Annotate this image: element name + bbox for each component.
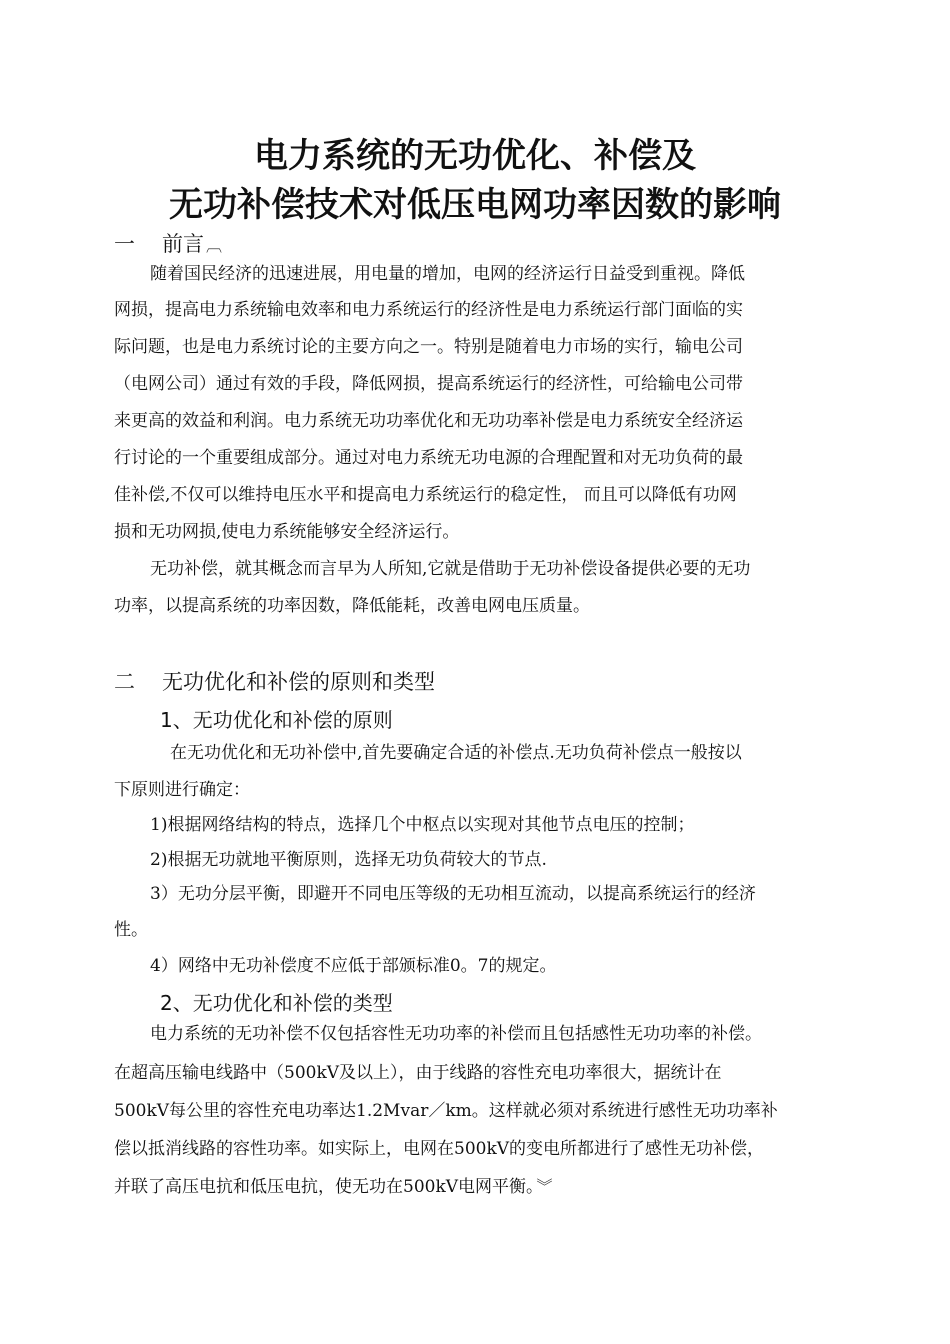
title-line-1: 电力系统的无功优化、补偿及 bbox=[254, 136, 696, 176]
sub2-p-line: 500kV每公里的容性充电功率达1.2Mvar／km。这样就必须对系统进行感性无功功率补 bbox=[114, 1101, 778, 1121]
sub1-list-item: 性。 bbox=[114, 920, 148, 940]
s1-p1-line: 随着国民经济的迅速进展，用电量的增加，电网的经济运行日益受到重视。降低 bbox=[150, 264, 745, 284]
s1-p1-line: （电网公司）通过有效的手段，降低网损，提高系统运行的经济性，可给输电公司带 bbox=[114, 374, 743, 394]
s1-p1-line: 行讨论的一个重要组成部分。通过对电力系统无功电源的合理配置和对无功负荷的最 bbox=[114, 448, 743, 468]
s1-p1-line: 网损，提高电力系统输电效率和电力系统运行的经济性是电力系统运行部门面临的实 bbox=[114, 300, 743, 320]
paragraph-end-mark: ︾ bbox=[536, 1177, 553, 1196]
s1-p1-line: 来更高的效益和利润。电力系统无功功率优化和无功功率补偿是电力系统安全经济运 bbox=[114, 411, 743, 431]
section-2-heading bbox=[114, 666, 435, 696]
sub1-intro-line: 下原则进行确定： bbox=[114, 780, 250, 800]
sub1-intro-line: 在无功优化和无功补偿中,首先要确定合适的补偿点.无功负荷补偿点一般按以 bbox=[170, 743, 742, 763]
sub1-list-item: 3）无功分层平衡，即避开不同电压等级的无功相互流动，以提高系统运行的经济 bbox=[150, 884, 756, 904]
s1-p1-line: 损和无功网损,使电力系统能够安全经济运行。 bbox=[114, 522, 460, 542]
subsection-2-heading: 2、无功优化和补偿的类型 bbox=[160, 991, 393, 1015]
sub1-list-item: 4）网络中无功补偿度不应低于部颁标准0。7的规定。 bbox=[150, 956, 557, 976]
section-1-mark: ︹ bbox=[206, 236, 223, 255]
section-1-number: 一 bbox=[114, 232, 135, 256]
title-line-2: 无功补偿技术对低压电网功率因数的影响 bbox=[169, 185, 781, 225]
section-2-number: 二 bbox=[114, 670, 135, 694]
sub2-p-line: 偿以抵消线路的容性功率。如实际上，电网在500kV的变电所都进行了感性无功补偿， bbox=[114, 1139, 765, 1159]
section-1-title: 前言 bbox=[162, 232, 204, 256]
sub2-p-line: 在超高压输电线路中（500kV及以上），由于线路的容性充电功率很大，据统计在 bbox=[114, 1063, 722, 1083]
subsection-1-heading: 1、无功优化和补偿的原则 bbox=[160, 708, 393, 732]
sub2-last-line-text: 并联了高压电抗和低压电抗，使无功在500kV电网平衡。 bbox=[114, 1177, 535, 1197]
section-1-heading bbox=[114, 228, 222, 258]
s1-p2-line: 功率，以提高系统的功率因数，降低能耗，改善电网电压质量。 bbox=[114, 596, 590, 616]
s1-p1-line: 际问题，也是电力系统讨论的主要方向之一。特别是随着电力市场的实行，输电公司 bbox=[114, 337, 743, 357]
sub2-p-line bbox=[114, 1177, 844, 1197]
s1-p1-line: 佳补偿,不仅可以维持电压水平和提高电力系统运行的稳定性， 而且可以降低有功网 bbox=[114, 485, 737, 505]
sub1-list-item: 1)根据网络结构的特点，选择几个中枢点以实现对其他节点电压的控制； bbox=[150, 815, 695, 835]
section-2-title: 无功优化和补偿的原则和类型 bbox=[162, 670, 435, 694]
sub1-list-item: 2)根据无功就地平衡原则，选择无功负荷较大的节点. bbox=[150, 850, 547, 870]
sub2-p-line: 电力系统的无功补偿不仅包括容性无功功率的补偿而且包括感性无功功率的补偿。 bbox=[150, 1024, 762, 1044]
s1-p2-line: 无功补偿，就其概念而言早为人所知,它就是借助于无功补偿设备提供必要的无功 bbox=[150, 559, 751, 579]
